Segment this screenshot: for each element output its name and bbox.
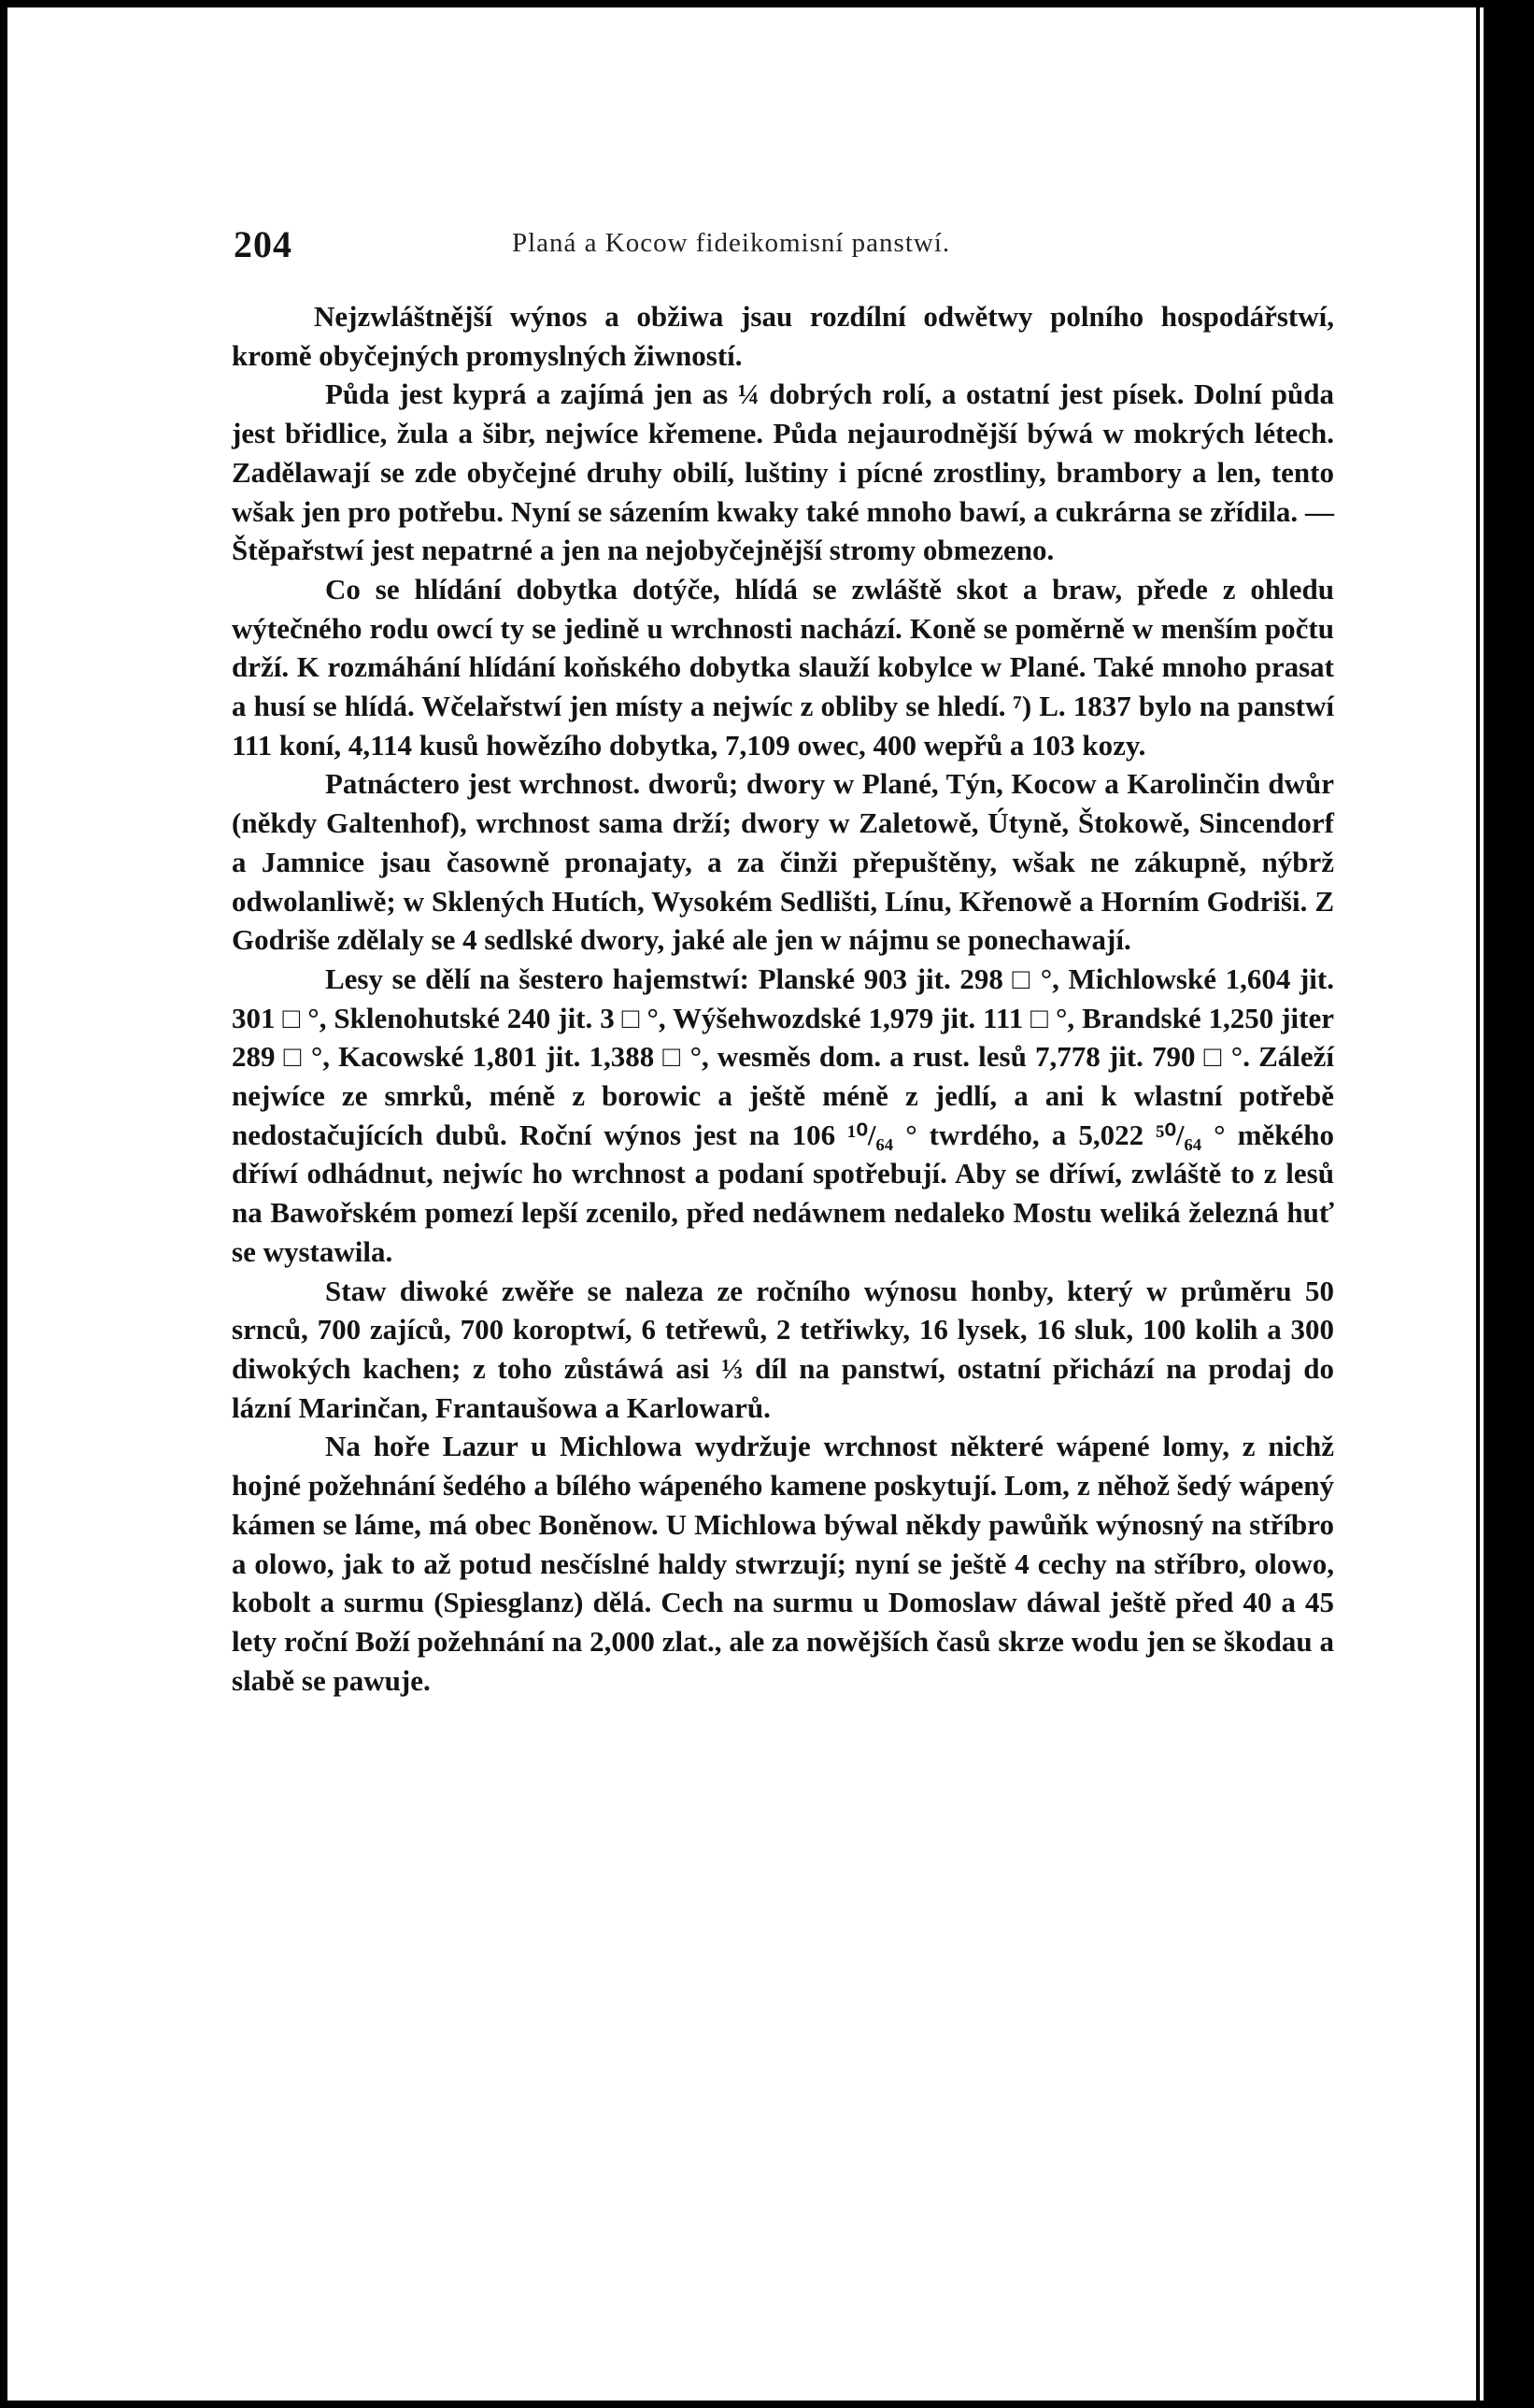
paragraph-soil: Půda jest kyprá a zajímá jen as ¼ dobrých rolí, a ostatní jest písek. Dolní půda jest břidlice, žula a šibr, nejwíce křemene. Půda nejaurodnější býwá w mokrých létech. Zadělawají se zde obyčejné druhy obilí, luštiny i pícné zrostliny, brambory a len, tento wšak jen pro potřebu. Nyní se sázením kwaky také mnoho bawí, a cukrárna se zřídila. — Štěpařstwí jest nepatrné a jen na nejobyčejnější stromy obmezeno. (232, 378, 1334, 567)
page-number: 204 (234, 223, 292, 265)
body-text (232, 297, 1334, 1700)
paragraph-livestock: Co se hlídání dobytka dotýče, hlídá se zwláště skot a braw, přede z ohledu wýtečného rodu owcí ty se jedině u wrchnosti nachází. Koně se poměrně w menším počtu drží. K rozmáhání hlídání koňského dobytka slauží kobylce w Plané. Také mnoho prasat a husí se hlídá. Wčelařstwí jen místy a nejwíc z obliby se hledí. ⁷) L. 1837 bylo na panstwí 111 koní, 4,114 kusů howězího dobytka, 7,109 owec, 400 wepřů a 103 kozy. (232, 572, 1334, 762)
paragraph-forests: Lesy se dělí na šestero hajemstwí: Planské 903 jit. 298 □ °, Michlowské 1,604 jit. 301 □ °, Sklenohutské 240 jit. 3 □ °, Wýšehwozdské 1,979 jit. 111 □ °, Brandské 1,250 jiter 289 □ °, Kacowské 1,801 jit. 1,388 □ °, wesměs dom. a rust. lesů 7,778 jit. 790 □ °. Záleží nejwíce ze smrků, méně z borowic a ještě méně z jedlí, a ani k wlastní potřebě nedostačujících dubů. Roční wýnos jest na 106 ¹⁰/₆₄ ° twrdého, a 5,022 ⁵⁰/₆₄ ° měkého dříwí odhádnut, nejwíc ho wrchnost a podaní spotřebují. Aby se dříwí, zwláště to z lesů na Bawořském pomezí lepší zcenilo, před nedáwnem nedaleko Mostu weliká železná huť se wystawila. (232, 962, 1334, 1268)
scan-border-right-band (1484, 0, 1534, 2408)
paragraph-income: Nejzwláštnější wýnos a obžiwa jsau rozdílní odwětwy polního hospodářstwí, kromě obyčejných promyslných žiwností. (232, 300, 1334, 372)
scan-border-top (0, 0, 1534, 7)
scan-border-left (0, 0, 7, 2408)
scan-border-right-line (1476, 0, 1480, 2408)
running-title: Planá a Kocow fideikomisní panstwí. (512, 228, 951, 258)
scan-border-bottom (0, 2401, 1534, 2408)
paragraph-quarries: Na hoře Lazur u Michlowa wydržuje wrchnost některé wápené lomy, z nichž hojné požehnání šedého a bílého wápeného kamene poskytují. Lom, z něhož šedý wápený kámen se láme, má obec Boněnow. U Michlowa býwal někdy pawůňk wýnosný na stříbro a olowo, jak to až potud nesčíslné haldy stwrzují; nyní se ještě 4 cechy na stříbro, olowo, kobolt a surmu (Spiesglanz) dělá. Cech na surmu u Domoslaw dáwal ještě před 40 a 45 lety roční Boží požehnání na 2,000 zlat., ale za nowějších časů skrze wodu jen se škodau a slabě se pawuje. (232, 1430, 1334, 1697)
paragraph-courts: Patnáctero jest wrchnost. dworů; dwory w Plané, Týn, Kocow a Karolinčin dwůr (někdy Galtenhof), wrchnost sama drží; dwory w Zaletowě, Útyně, Štokowě, Sincendorf a Jamnice jsau časowně pronajaty, a za činži přepuštěny, wšak ne zákupně, nýbrž odwolanliwě; w Sklených Hutích, Wysokém Sedlišti, Línu, Křenowě a Horním Godriši. Z Godriše zdělaly se 4 sedlské dwory, jaké ale jen w nájmu se ponechawají. (232, 767, 1334, 957)
paragraph-game: Staw diwoké zwěře se naleza ze ročního wýnosu honby, který w průměru 50 srnců, 700 zajíců, 700 koroptwí, 6 tetřewů, 2 tetřiwky, 16 lysek, 16 sluk, 100 kolih a 300 diwokých kachen; z toho zůstáwá asi ⅓ díl na panstwí, ostatní přichází na prodaj do lázní Marinčan, Frantaušowa a Karlowarů. (232, 1274, 1334, 1424)
page-header (234, 222, 1336, 269)
